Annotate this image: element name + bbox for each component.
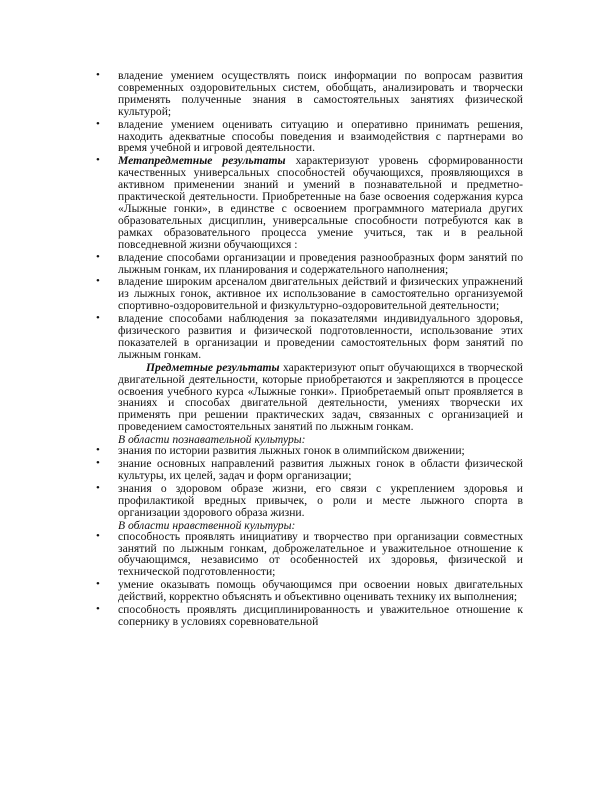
bullet-icon: • [96,529,100,542]
list-item-text: умение оказывать помощь обучающимся при освоении новых двигательных действий, корректно объяснять и объективно оценивать технику их выполнения; [118,578,523,604]
bullet-icon: • [96,481,100,494]
metasubject-body: характеризуют уровень сформированности качественных универсальных способностей обучающихся, проявляющихся в активном применении знаний и умений в познавательной и предметно-практической деятельности. Приобретенные на базе освоения содержания курса «Лыжные гонки», в единстве с освоением программного материала других образовательных дисциплин, универсальные способности потребуются как в рамках образовательного процесса умение учиться, так и в реальной повседневной жизни обучающихся : [118,154,523,251]
bullet-icon: • [96,250,100,263]
list-item-text: владение способами наблюдения за показателями индивидуального здоровья, физического развития и физической подготовленности, использование этих показателей в организации и проведении самостоятельных форм занятий по лыжным гонкам. [118,312,523,361]
bullet-icon: • [96,578,100,591]
list-item [96,275,523,313]
bullet-icon: • [96,312,100,325]
subject-results-paragraph [118,362,523,433]
list-item-text: знания по истории развития лыжных гонок в олимпийском движении; [118,444,465,458]
subject-term: Предметные результаты [146,360,280,374]
list-item-text: способность проявлять инициативу и творчество при организации совместных занятий по лыжным гонкам, доброжелательное и уважительное отношение к обучающимся, независимо от особенностей их здоровья, физической и технической подготовленности; [118,529,523,579]
list-item [96,578,523,604]
list-item-text: владение умением оценивать ситуацию и оперативно принимать решения, находить адекватные способы поведения и взаимодействия с партнерами во время учебной и игровой деятельности. [118,117,523,155]
list-item-text: знание основных направлений развития лыжных гонок в области физической культуры, их целей, задач и форм организации; [118,457,523,482]
bullet-icon: • [96,457,100,470]
metasubject-term: Метапредметные результаты [118,154,286,168]
list-item-text: владение способами организации и проведения разнообразных форм занятий по лыжным гонкам, их планирования и содержательного наполнения; [118,250,523,276]
bullet-icon: • [96,275,100,288]
list-item [96,312,523,361]
bullet-icon: • [96,444,100,457]
bullet-icon: • [96,154,100,167]
metasubject-results-paragraph [96,154,523,251]
list-item [96,250,523,276]
bullet-icon: • [96,117,100,130]
document-body [96,69,523,629]
list-item [96,481,523,519]
list-item [96,69,523,118]
section-heading-cognitive: В области познавательной культуры: [118,433,306,447]
list-item-text: способность проявлять дисциплинированность и уважительное отношение к сопернику в условиях соревновательной [118,603,523,628]
bullet-icon: • [96,69,100,81]
list-item [96,444,523,458]
list-item [96,457,523,482]
list-item [96,117,523,155]
list-item [96,529,523,579]
list-item [96,603,523,628]
subject-body: характеризуют опыт обучающихся в творческой двигательной деятельности, которые приобретаются и закрепляются в процессе освоения учебного курса «Лыжные гонки». Приобретаемый опыт проявляется в знаниях и способах двигательной деятельности, умениях творчески их применять при решении практических задач, связанных с организацией и проведением самостоятельных занятий по лыжным гонкам. [118,360,523,434]
bullet-icon: • [96,603,100,616]
list-item-text: знания о здоровом образе жизни, его связи с укреплением здоровья и профилактикой вредных привычек, о роли и месте лыжного спорта в организации здорового образа жизни. [118,481,523,519]
list-item-text: владение широким арсеналом двигательных действий и физических упражнений из лыжных гонок, активное их использование в самостоятельно организуемой спортивно-оздоровительной и физкультурно-оздоровительной деятельности; [118,275,523,313]
section-heading-moral: В области нравственной культуры: [118,518,296,532]
list-item-text: владение умением осуществлять поиск информации по вопросам развития современных оздоровительных систем, обобщать, анализировать и творчески применять полученные знания в самостоятельных занятиях физической культурой; [118,69,523,118]
